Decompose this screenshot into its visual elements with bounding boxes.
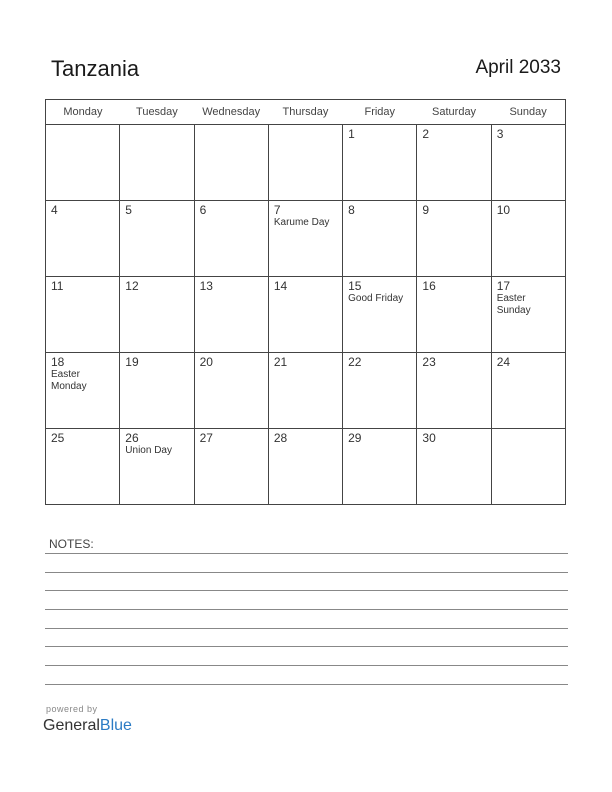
day-number: 7 [273, 203, 281, 217]
day-cell [194, 353, 268, 429]
day-cell [491, 201, 565, 277]
week-row [46, 429, 566, 505]
holiday-label: Easter Sunday [496, 293, 531, 316]
day-number: 11 [51, 279, 64, 293]
note-line [45, 553, 568, 554]
day-cell [417, 429, 491, 505]
day-number: 2 [422, 127, 430, 141]
note-line [45, 609, 568, 610]
day-cell [120, 201, 194, 277]
day-cell [343, 277, 417, 353]
day-number: 17 [496, 279, 511, 293]
day-cell [268, 201, 342, 277]
day-cell [120, 353, 194, 429]
calendar-month-year: April 2033 [475, 57, 561, 78]
calendar-grid [45, 99, 566, 505]
day-cell [46, 125, 120, 201]
day-cell [194, 125, 268, 201]
day-number: 16 [422, 279, 436, 293]
day-number: 24 [496, 355, 511, 369]
day-number: 19 [125, 355, 139, 369]
day-cell [120, 429, 194, 505]
day-cell [268, 429, 342, 505]
day-number: 28 [273, 431, 288, 445]
day-number: 26 [125, 431, 139, 445]
day-cell [491, 277, 565, 353]
day-number: 3 [496, 127, 504, 141]
day-number: 6 [199, 203, 207, 217]
day-cell [268, 277, 342, 353]
day-number: 12 [125, 279, 139, 293]
day-number: 29 [348, 431, 362, 445]
day-number: 13 [199, 279, 213, 293]
brand-logo[interactable] [43, 717, 132, 735]
note-line [45, 646, 568, 647]
weekday-header: Monday [46, 100, 120, 125]
week-row [46, 277, 566, 353]
weekday-header: Friday [343, 100, 417, 125]
holiday-label: Good Friday [348, 293, 404, 304]
day-cell [120, 277, 194, 353]
holiday-label: Karume Day [273, 217, 330, 228]
weekday-header-row [46, 100, 566, 125]
day-number: 22 [348, 355, 362, 369]
powered-by-text: powered by [46, 704, 98, 714]
day-number: 15 [348, 279, 362, 293]
note-line [45, 590, 568, 591]
day-cell [268, 353, 342, 429]
day-cell [194, 429, 268, 505]
day-number: 23 [422, 355, 436, 369]
day-cell [491, 429, 565, 505]
day-number: 25 [51, 431, 65, 445]
day-cell [491, 125, 565, 201]
day-cell [343, 353, 417, 429]
weekday-header: Sunday [491, 100, 565, 125]
day-number: 8 [348, 203, 355, 217]
day-cell [46, 277, 120, 353]
day-cell [46, 353, 120, 429]
note-line [45, 684, 568, 685]
weekday-header: Saturday [417, 100, 491, 125]
week-row [46, 125, 566, 201]
day-number: 10 [496, 203, 511, 217]
day-cell [417, 201, 491, 277]
weekday-header: Wednesday [194, 100, 268, 125]
day-number: 21 [273, 355, 288, 369]
day-number: 1 [348, 127, 355, 141]
day-cell [194, 277, 268, 353]
day-number: 9 [422, 203, 430, 217]
day-cell [491, 353, 565, 429]
day-cell [120, 125, 194, 201]
note-line [45, 572, 568, 573]
week-row [46, 353, 566, 429]
day-cell [343, 429, 417, 505]
day-cell [417, 353, 491, 429]
note-line [45, 628, 568, 629]
week-row [46, 201, 566, 277]
holiday-label: Easter Monday [51, 369, 87, 392]
calendar-country-title: Tanzania [51, 56, 140, 81]
brand-blue: Blue [99, 717, 132, 734]
day-cell [268, 125, 342, 201]
day-cell [417, 125, 491, 201]
day-cell [343, 201, 417, 277]
brand-general: General [43, 717, 100, 734]
weekday-header: Thursday [268, 100, 342, 125]
day-number: 30 [422, 431, 436, 445]
day-cell [343, 125, 417, 201]
day-cell [417, 277, 491, 353]
weekday-header: Tuesday [120, 100, 194, 125]
day-number: 5 [125, 203, 132, 217]
day-number: 18 [51, 355, 65, 369]
day-number: 14 [273, 279, 288, 293]
notes-label: NOTES: [49, 537, 94, 551]
day-number: 20 [199, 355, 213, 369]
day-number: 27 [199, 431, 213, 445]
day-cell [194, 201, 268, 277]
day-number: 4 [51, 203, 58, 217]
note-line [45, 665, 568, 666]
day-cell [46, 201, 120, 277]
day-cell [46, 429, 120, 505]
holiday-label: Union Day [125, 445, 172, 456]
